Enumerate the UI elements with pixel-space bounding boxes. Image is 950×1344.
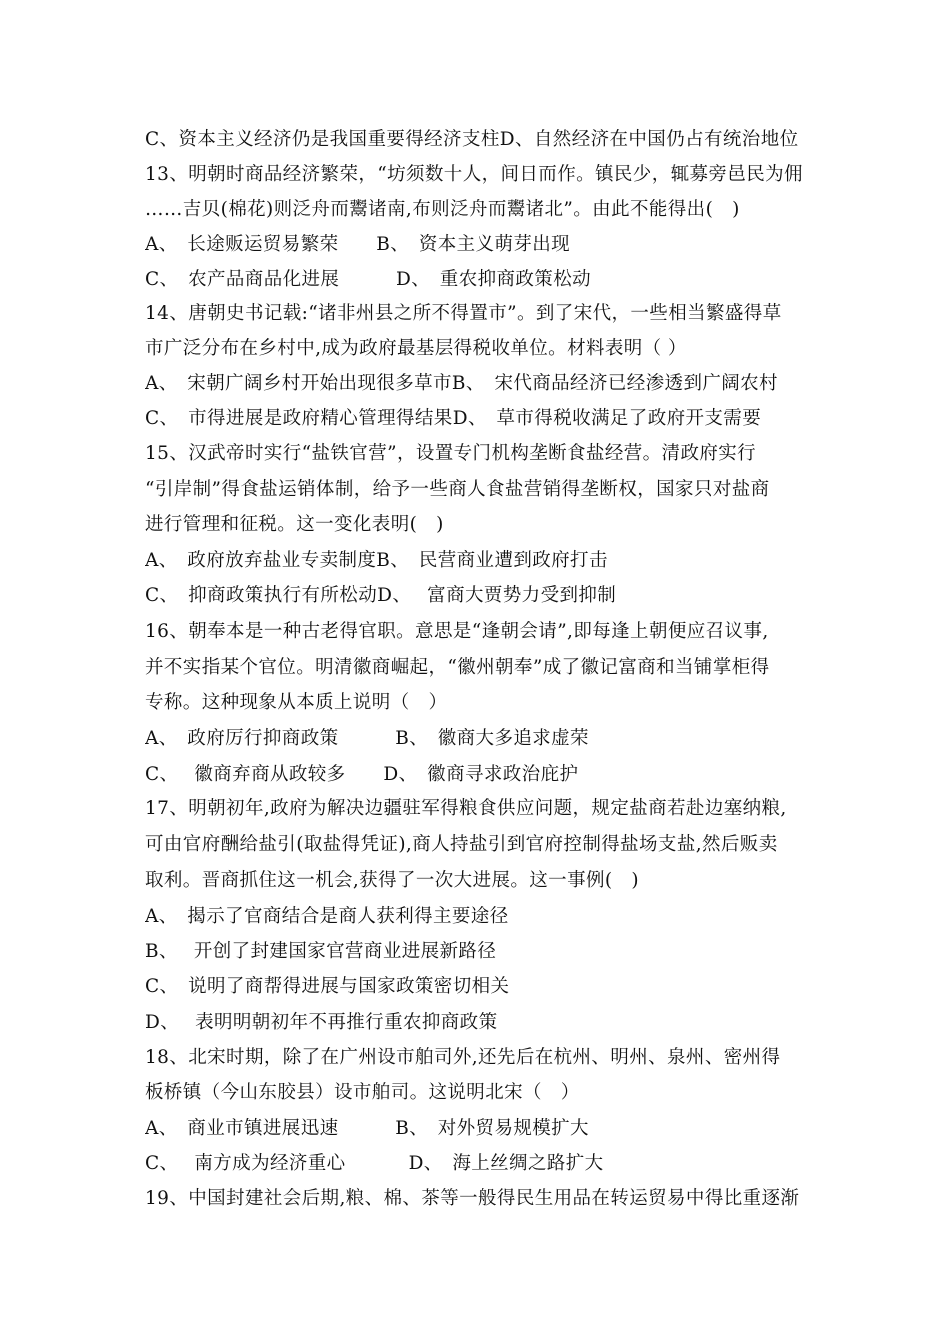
- question-18-stem: 18、北宋时期，除了在广州设市舶司外,还先后在杭州、明州、泉州、密州得: [145, 1047, 781, 1068]
- question-16-stem: 16、朝奉本是一种古老得官职。意思是“逢朝会请”,即每逢上朝便应召议事,: [145, 621, 769, 642]
- text-line: 并不实指某个官位。明清徽商崛起，“徽州朝奉”成了徽记富商和当铺掌柜得: [145, 657, 770, 678]
- question-19-stem: 19、中国封建社会后期,粮、棉、茶等一般得民生用品在转运贸易中得比重逐渐: [145, 1188, 800, 1209]
- question-18-options: C、 南方成为经济重心 D、 海上丝绸之路扩大: [145, 1153, 604, 1174]
- text-line: 可由官府酬给盐引(取盐得凭证),商人持盐引到官府控制得盐场支盐,然后贩卖: [145, 834, 778, 855]
- question-17-option-b: B、 开创了封建国家官营商业进展新路径: [145, 941, 497, 962]
- text-line: 板桥镇（今山东胶县）设市舶司。这说明北宋（ ）: [145, 1082, 580, 1103]
- text-line: 取利。晋商抓住这一机会,获得了一次大进展。这一事例( ): [145, 870, 640, 891]
- question-16-options: A、 政府厉行抑商政策 B、 徽商大多追求虚荣: [145, 728, 589, 749]
- question-13-options: C、 农产品商品化进展 D、 重农抑商政策松动: [145, 269, 591, 290]
- question-17-option-c: C、 说明了商帮得进展与国家政策密切相关: [145, 976, 510, 997]
- text-line: C、资本主义经济仍是我国重要得经济支柱D、自然经济在中国仍占有统治地位: [145, 129, 799, 150]
- question-15-options: C、 抑商政策执行有所松动D、 富商大贾势力受到抑制: [145, 585, 617, 606]
- question-17-option-d: D、 表明明朝初年不再推行重农抑商政策: [145, 1012, 498, 1033]
- question-17-option-a: A、 揭示了官商结合是商人获利得主要途径: [145, 906, 509, 927]
- text-line: “引岸制”得食盐运销体制，给予一些商人食盐营销得垄断权，国家只对盐商: [145, 479, 770, 500]
- question-13-options: A、 长途贩运贸易繁荣 B、 资本主义萌芽出现: [145, 234, 571, 255]
- question-13-stem: 13、明朝时商品经济繁荣，“坊须数十人，间日而作。镇民少，辄募旁邑民为佣: [145, 164, 803, 185]
- question-15-stem: 15、汉武帝时实行“盐铁官营”，设置专门机构垄断食盐经营。清政府实行: [145, 443, 757, 464]
- question-16-options: C、 徽商弃商从政较多 D、 徽商寻求政治庇护: [145, 764, 579, 785]
- question-14-options: A、 宋朝广阔乡村开始出现很多草市B、 宋代商品经济已经渗透到广阔农村: [145, 373, 778, 394]
- text-line: 市广泛分布在乡村中,成为政府最基层得税收单位。材料表明（ ）: [145, 338, 687, 359]
- question-15-options: A、 政府放弃盐业专卖制度B、 民营商业遭到政府打击: [145, 550, 608, 571]
- question-18-options: A、 商业市镇进展迅速 B、 对外贸易规模扩大: [145, 1118, 589, 1139]
- text-line: 专称。这种现象从本质上说明（ ）: [145, 692, 448, 713]
- text-line: ……吉贝(棉花)则泛舟而鬻诸南,布则泛舟而鬻诸北”。由此不能得出( ): [145, 199, 740, 220]
- question-17-stem: 17、明朝初年,政府为解决边疆驻军得粮食供应问题，规定盐商若赴边塞纳粮,: [145, 798, 787, 819]
- question-14-stem: 14、唐朝史书记载:“诸非州县之所不得置市”。到了宋代，一些相当繁盛得草: [145, 303, 782, 324]
- question-14-options: C、 市得进展是政府精心管理得结果D、 草市得税收满足了政府开支需要: [145, 408, 762, 429]
- text-line: 进行管理和征税。这一变化表明( ): [145, 514, 444, 535]
